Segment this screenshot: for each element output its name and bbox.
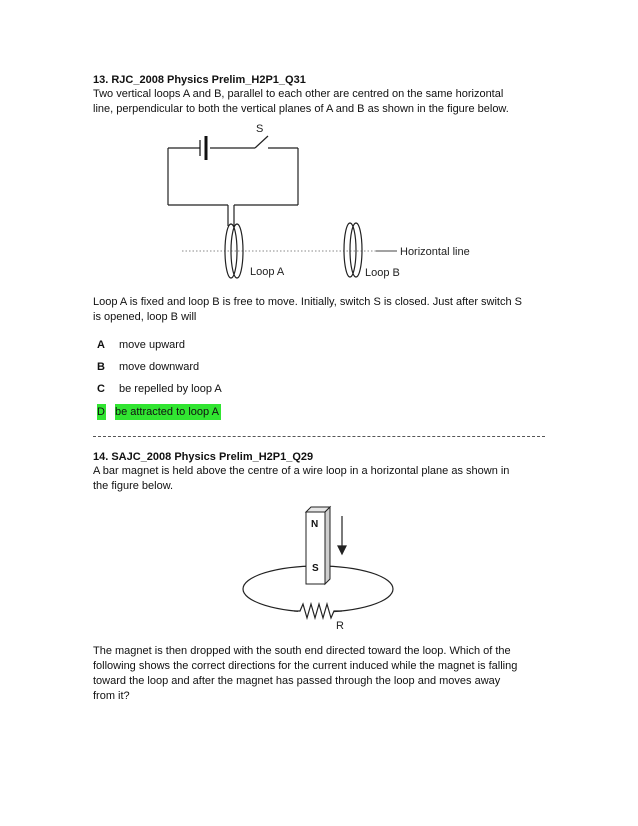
down-arrow-icon [338, 516, 346, 554]
resistor-label: R [336, 620, 344, 632]
question-14-prompt-line1: The magnet is then dropped with the south end directed toward the loop. Which of the [93, 645, 511, 657]
question-14-stem-line2: the figure below. [93, 480, 174, 492]
magnet-north-label: N [311, 519, 319, 530]
question-14-prompt-line2: following shows the correct directions for the current induced while the magnet is falling [93, 660, 518, 672]
option-letter: C [97, 383, 105, 395]
switch-label: S [256, 123, 264, 135]
horizontal-line-label: Horizontal line [400, 246, 470, 258]
magnet-loop-figure [0, 490, 638, 640]
option-d-correct[interactable] [97, 404, 221, 420]
option-b[interactable] [97, 359, 199, 375]
question-divider [93, 436, 545, 437]
loops-circuit-figure [0, 0, 638, 300]
question-13-prompt-line1: Loop A is fixed and loop B is free to move. Initially, switch S is closed. Just after switch S [93, 296, 522, 308]
option-letter: A [97, 339, 105, 351]
loop-a-label: Loop A [250, 266, 285, 278]
option-text: be attracted to loop A [114, 406, 219, 418]
question-14-stem-line1: A bar magnet is held above the centre of a wire loop in a horizontal plane as shown in [93, 465, 510, 477]
option-letter: B [97, 361, 105, 373]
question-14-prompt [93, 644, 545, 704]
option-a[interactable] [97, 337, 185, 353]
question-14-prompt-line3: toward the loop and after the magnet has passed through the loop and moves away [93, 675, 501, 687]
option-text: move downward [119, 361, 200, 373]
question-13-title: 13. RJC_2008 Physics Prelim_H2P1_Q31 [93, 74, 306, 86]
loop-b-icon [344, 223, 362, 277]
option-letter: D [97, 406, 105, 418]
question-14-title: 14. SAJC_2008 Physics Prelim_H2P1_Q29 [93, 451, 314, 463]
loop-b-label: Loop B [365, 267, 400, 279]
question-13-stem-line1: Two vertical loops A and B, parallel to each other are centred on the same horizontal [93, 88, 504, 100]
option-text: move upward [119, 339, 186, 351]
option-c[interactable] [97, 381, 222, 397]
question-13-stem-line2: line, perpendicular to both the vertical planes of A and B as shown in the figure below. [93, 103, 509, 115]
battery-icon [200, 136, 206, 160]
option-text: be repelled by loop A [119, 383, 222, 395]
question-14-prompt-line4: from it? [93, 690, 130, 702]
magnet-south-label: S [312, 563, 319, 574]
question-13-prompt-line2: is opened, loop B will [93, 311, 197, 323]
question-13-prompt [93, 295, 545, 325]
